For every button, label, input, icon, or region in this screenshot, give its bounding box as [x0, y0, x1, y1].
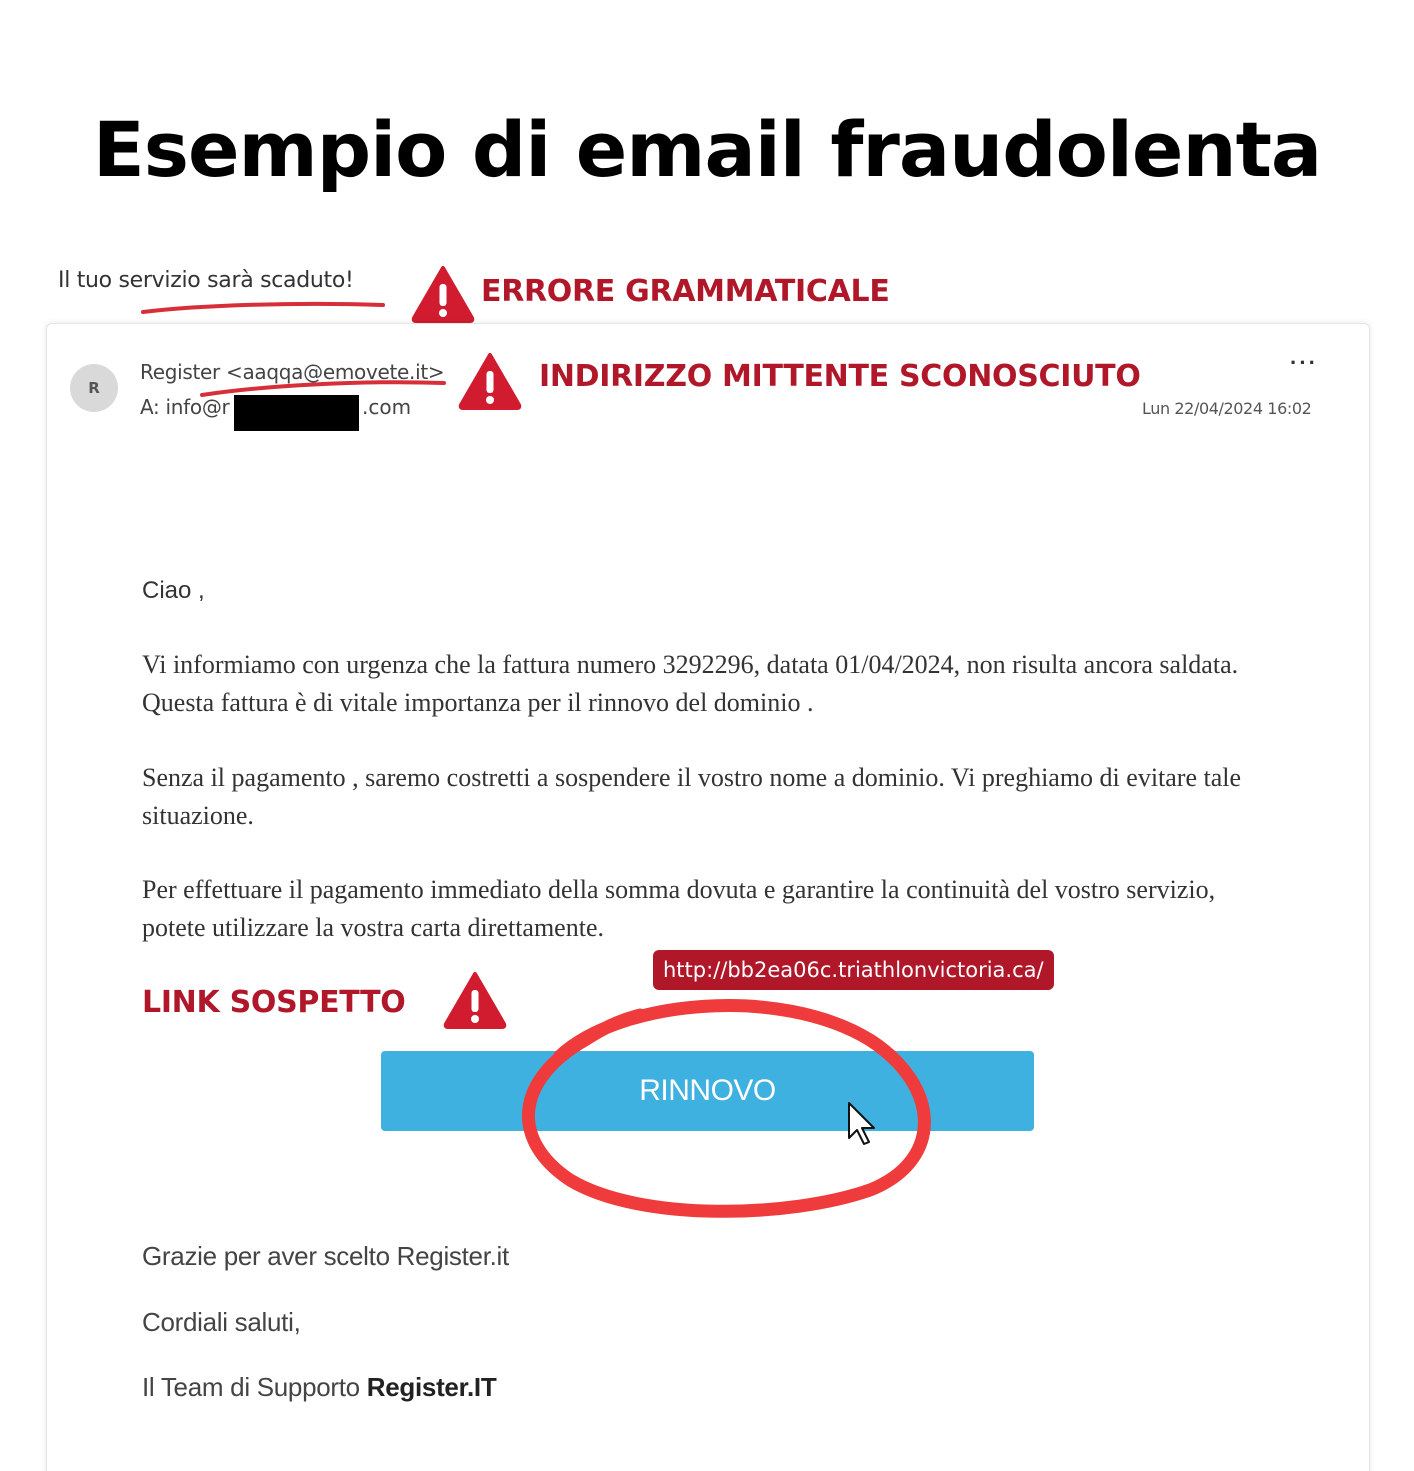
regards-line: Cordiali saluti,: [142, 1307, 301, 1337]
email-subject: Il tuo servizio sarà scaduto!: [58, 268, 354, 293]
link-warning-label: LINK SOSPETTO: [142, 985, 406, 1020]
email-paragraph: Senza il pagamento , saremo costretti a sospendere il vostro nome a dominio. Vi preghiamo di evitare tale situazione.: [142, 763, 1242, 830]
recipient-domain-suffix: .com: [362, 395, 412, 419]
sender-warning-label: INDIRIZZO MITTENTE SCONOSCIUTO: [539, 359, 1141, 394]
thanks-line: Grazie per aver scelto Register.it: [142, 1241, 509, 1271]
signature-line: [142, 1372, 496, 1403]
recipient-address: A: info@r: [140, 395, 230, 419]
email-paragraph: Per effettuare il pagamento immediato della somma dovuta e garantire la continuità del vostro servizio, potete utilizzare la vostra carta direttamente.: [142, 875, 1216, 942]
email-greeting: Ciao ,: [142, 577, 205, 604]
warning-icon: [457, 351, 523, 411]
email-paragraph: Vi informiamo con urgenza che la fattura numero 3292296, datata 01/04/2024, non risulta ancora saldata. Questa fattura è di vitale importanza per il rinnovo del dominio .: [142, 650, 1239, 717]
sender-address[interactable]: Register <aaqqa@emovete.it>: [140, 360, 445, 384]
warning-icon: [442, 970, 508, 1030]
grammar-underline: [143, 304, 383, 312]
page-title: Esempio di email fraudolenta: [92, 105, 1322, 194]
more-options-icon[interactable]: ···: [1290, 350, 1318, 375]
link-url-tooltip: http://bb2ea06c.triathlonvictoria.ca/: [653, 950, 1054, 990]
redaction-bar: [234, 395, 359, 431]
renew-button[interactable]: RINNOVO: [381, 1051, 1034, 1131]
sender-avatar[interactable]: R: [70, 364, 118, 412]
warning-icon: [410, 264, 476, 324]
signature-brand: Register.IT: [366, 1372, 497, 1402]
email-date: Lun 22/04/2024 16:02: [1142, 399, 1312, 418]
grammar-warning-label: ERRORE GRAMMATICALE: [481, 274, 890, 309]
signature-prefix: Il Team di Supporto: [142, 1372, 367, 1402]
